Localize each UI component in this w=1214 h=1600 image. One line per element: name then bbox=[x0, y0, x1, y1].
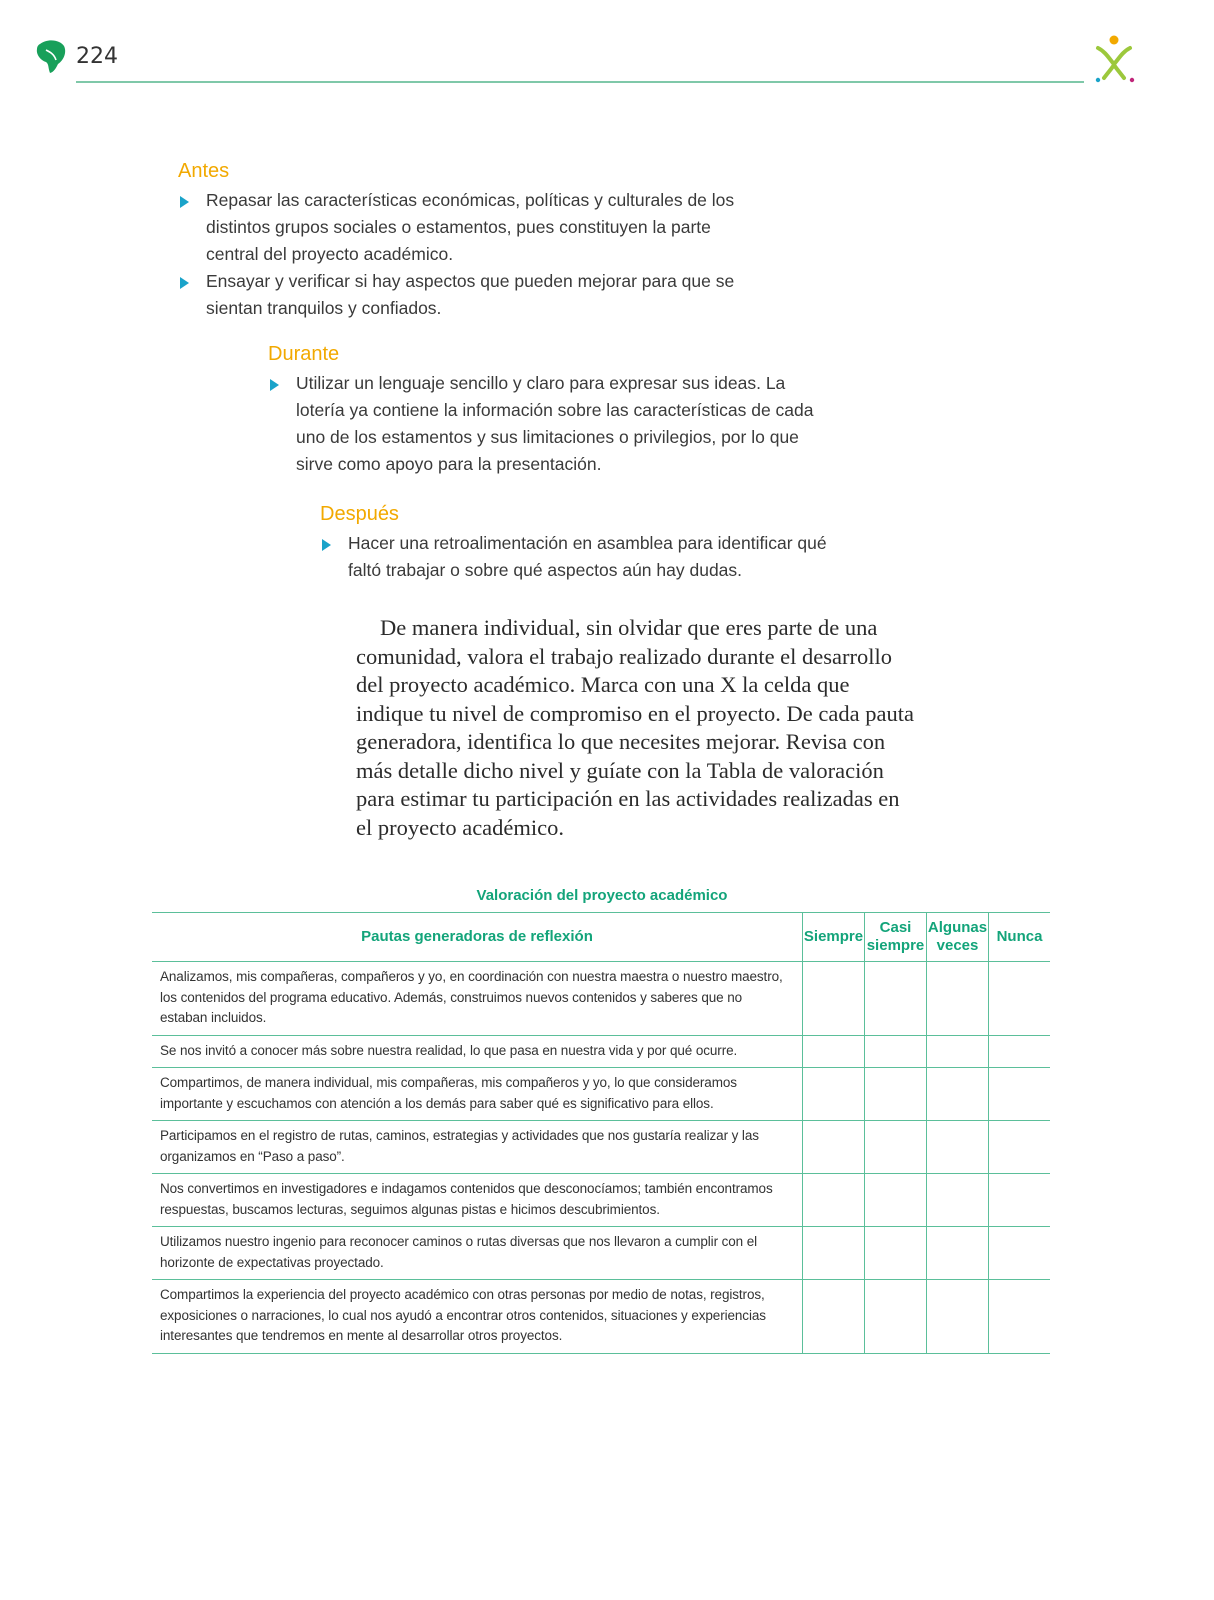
header-pautas: Pautas generadoras de reflexión bbox=[152, 913, 803, 962]
evaluation-table bbox=[152, 912, 1050, 1354]
header-algunas-veces-line1: Algunas bbox=[927, 919, 988, 936]
section-durante bbox=[268, 343, 828, 478]
cell-casi-siempre[interactable] bbox=[865, 1121, 927, 1174]
list-item-text: Repasar las características económicas, políticas y culturales de los distintos grupos sociales o estamentos, pues constituyen la parte central del proyecto académico. bbox=[206, 190, 735, 264]
cell-siempre[interactable] bbox=[803, 1035, 865, 1068]
header-nunca: Nunca bbox=[989, 913, 1051, 962]
pauta-text: Compartimos, de manera individual, mis compañeras, mis compañeros y yo, lo que consideramos importante y escuchamos con atención a los demás para saber qué es significativo para ellos. bbox=[152, 1068, 803, 1121]
table-row bbox=[152, 1035, 1050, 1068]
section-despues bbox=[320, 503, 850, 584]
cell-nunca[interactable] bbox=[989, 1035, 1051, 1068]
bullet-list-antes bbox=[178, 187, 738, 322]
pauta-text: Analizamos, mis compañeras, compañeros y yo, en coordinación con nuestra maestra o nuestro maestro, los contenidos del programa educativo. Además, construimos nuevos contenidos y saberes que no estaban incluidos. bbox=[152, 962, 803, 1036]
cell-siempre[interactable] bbox=[803, 962, 865, 1036]
pauta-text: Compartimos la experiencia del proyecto académico con otras personas por medio de notas, registros, exposiciones o narraciones, lo cual nos ayudó a encontrar otros contenidos, situaciones y experiencias interesantes que tendremos en mente al desarrollar otros proyectos. bbox=[152, 1280, 803, 1354]
table-row bbox=[152, 1280, 1050, 1354]
table-row bbox=[152, 1227, 1050, 1280]
header-siempre: Siempre bbox=[803, 913, 865, 962]
list-item bbox=[178, 187, 738, 268]
header-casi-siempre bbox=[865, 913, 927, 962]
pauta-text: Nos convertimos en investigadores e indagamos contenidos que desconocíamos; también encontramos respuestas, buscamos lecturas, seguimos algunas pistas e hicimos descubrimientos. bbox=[152, 1174, 803, 1227]
triangle-bullet-icon bbox=[322, 539, 331, 551]
cell-siempre[interactable] bbox=[803, 1068, 865, 1121]
cell-casi-siempre[interactable] bbox=[865, 1035, 927, 1068]
cell-algunas-veces[interactable] bbox=[927, 1174, 989, 1227]
section-title-durante: Durante bbox=[268, 343, 340, 365]
cell-casi-siempre[interactable] bbox=[865, 962, 927, 1036]
cell-nunca[interactable] bbox=[989, 1068, 1051, 1121]
cell-casi-siempre[interactable] bbox=[865, 1068, 927, 1121]
cell-algunas-veces[interactable] bbox=[927, 1035, 989, 1068]
header-algunas-veces bbox=[927, 913, 989, 962]
pauta-text: Participamos en el registro de rutas, caminos, estrategias y actividades que nos gustaría realizar y las organizamos en “Paso a paso”. bbox=[152, 1121, 803, 1174]
cell-algunas-veces[interactable] bbox=[927, 1227, 989, 1280]
cell-siempre[interactable] bbox=[803, 1227, 865, 1280]
section-title-antes: Antes bbox=[178, 160, 230, 182]
triangle-bullet-icon bbox=[270, 379, 279, 391]
cell-algunas-veces[interactable] bbox=[927, 962, 989, 1036]
header-algunas-veces-line2: veces bbox=[936, 937, 979, 954]
page-number: 224 bbox=[76, 44, 118, 69]
list-item-text: Ensayar y verificar si hay aspectos que pueden mejorar para que se sientan tranquilos y confiados. bbox=[206, 271, 735, 318]
section-title-despues: Después bbox=[320, 503, 399, 525]
table-row bbox=[152, 1174, 1050, 1227]
table-header-row bbox=[152, 913, 1050, 962]
nem-logo-icon bbox=[1088, 34, 1140, 86]
cell-algunas-veces[interactable] bbox=[927, 1121, 989, 1174]
table-row bbox=[152, 1068, 1050, 1121]
section-antes bbox=[178, 160, 738, 322]
cell-algunas-veces[interactable] bbox=[927, 1068, 989, 1121]
triangle-bullet-icon bbox=[180, 277, 189, 289]
triangle-bullet-icon bbox=[180, 196, 189, 208]
cell-casi-siempre[interactable] bbox=[865, 1174, 927, 1227]
cell-casi-siempre[interactable] bbox=[865, 1227, 927, 1280]
bullet-list-despues bbox=[320, 530, 850, 584]
header-casi-siempre-line1: Casi bbox=[879, 919, 912, 936]
table-row bbox=[152, 962, 1050, 1036]
cell-nunca[interactable] bbox=[989, 1121, 1051, 1174]
table-row bbox=[152, 1121, 1050, 1174]
cell-siempre[interactable] bbox=[803, 1121, 865, 1174]
leaf-corner-icon bbox=[34, 38, 68, 74]
cell-algunas-veces[interactable] bbox=[927, 1280, 989, 1354]
instruction-paragraph: De manera individual, sin olvidar que eres parte de una comunidad, valora el trabajo realizado durante el desarrollo del proyecto académico. Marca con una X la celda que indique tu nivel de compromiso en el proyecto. De cada pauta generadora, identifica lo que necesites mejorar. Revisa con más detalle dicho nivel y guíate con la Tabla de valoración para estimar tu participación en las actividades realizadas en el proyecto académico. bbox=[356, 615, 914, 840]
list-item-text: Hacer una retroalimentación en asamblea para identificar qué faltó trabajar o sobre qué aspectos aún hay dudas. bbox=[348, 533, 827, 580]
list-item bbox=[320, 530, 850, 584]
table-title: Valoración del proyecto académico bbox=[476, 887, 728, 904]
cell-nunca[interactable] bbox=[989, 1227, 1051, 1280]
list-item bbox=[268, 370, 828, 478]
cell-casi-siempre[interactable] bbox=[865, 1280, 927, 1354]
cell-nunca[interactable] bbox=[989, 1174, 1051, 1227]
header-rule bbox=[76, 81, 1084, 83]
cell-siempre[interactable] bbox=[803, 1174, 865, 1227]
pauta-text: Utilizamos nuestro ingenio para reconocer caminos o rutas diversas que nos llevaron a cumplir con el horizonte de expectativas proyectado. bbox=[152, 1227, 803, 1280]
pauta-text: Se nos invitó a conocer más sobre nuestra realidad, lo que pasa en nuestra vida y por qué ocurre. bbox=[152, 1035, 803, 1068]
header-casi-siempre-line2: siempre bbox=[866, 937, 925, 954]
cell-siempre[interactable] bbox=[803, 1280, 865, 1354]
cell-nunca[interactable] bbox=[989, 962, 1051, 1036]
cell-nunca[interactable] bbox=[989, 1280, 1051, 1354]
list-item-text: Utilizar un lenguaje sencillo y claro para expresar sus ideas. La lotería ya contiene la información sobre las características de cada uno de los estamentos y sus limitaciones o privilegios, por lo que sirve como apoyo para la presentación. bbox=[296, 373, 814, 474]
bullet-list-durante bbox=[268, 370, 828, 478]
list-item bbox=[178, 268, 738, 322]
